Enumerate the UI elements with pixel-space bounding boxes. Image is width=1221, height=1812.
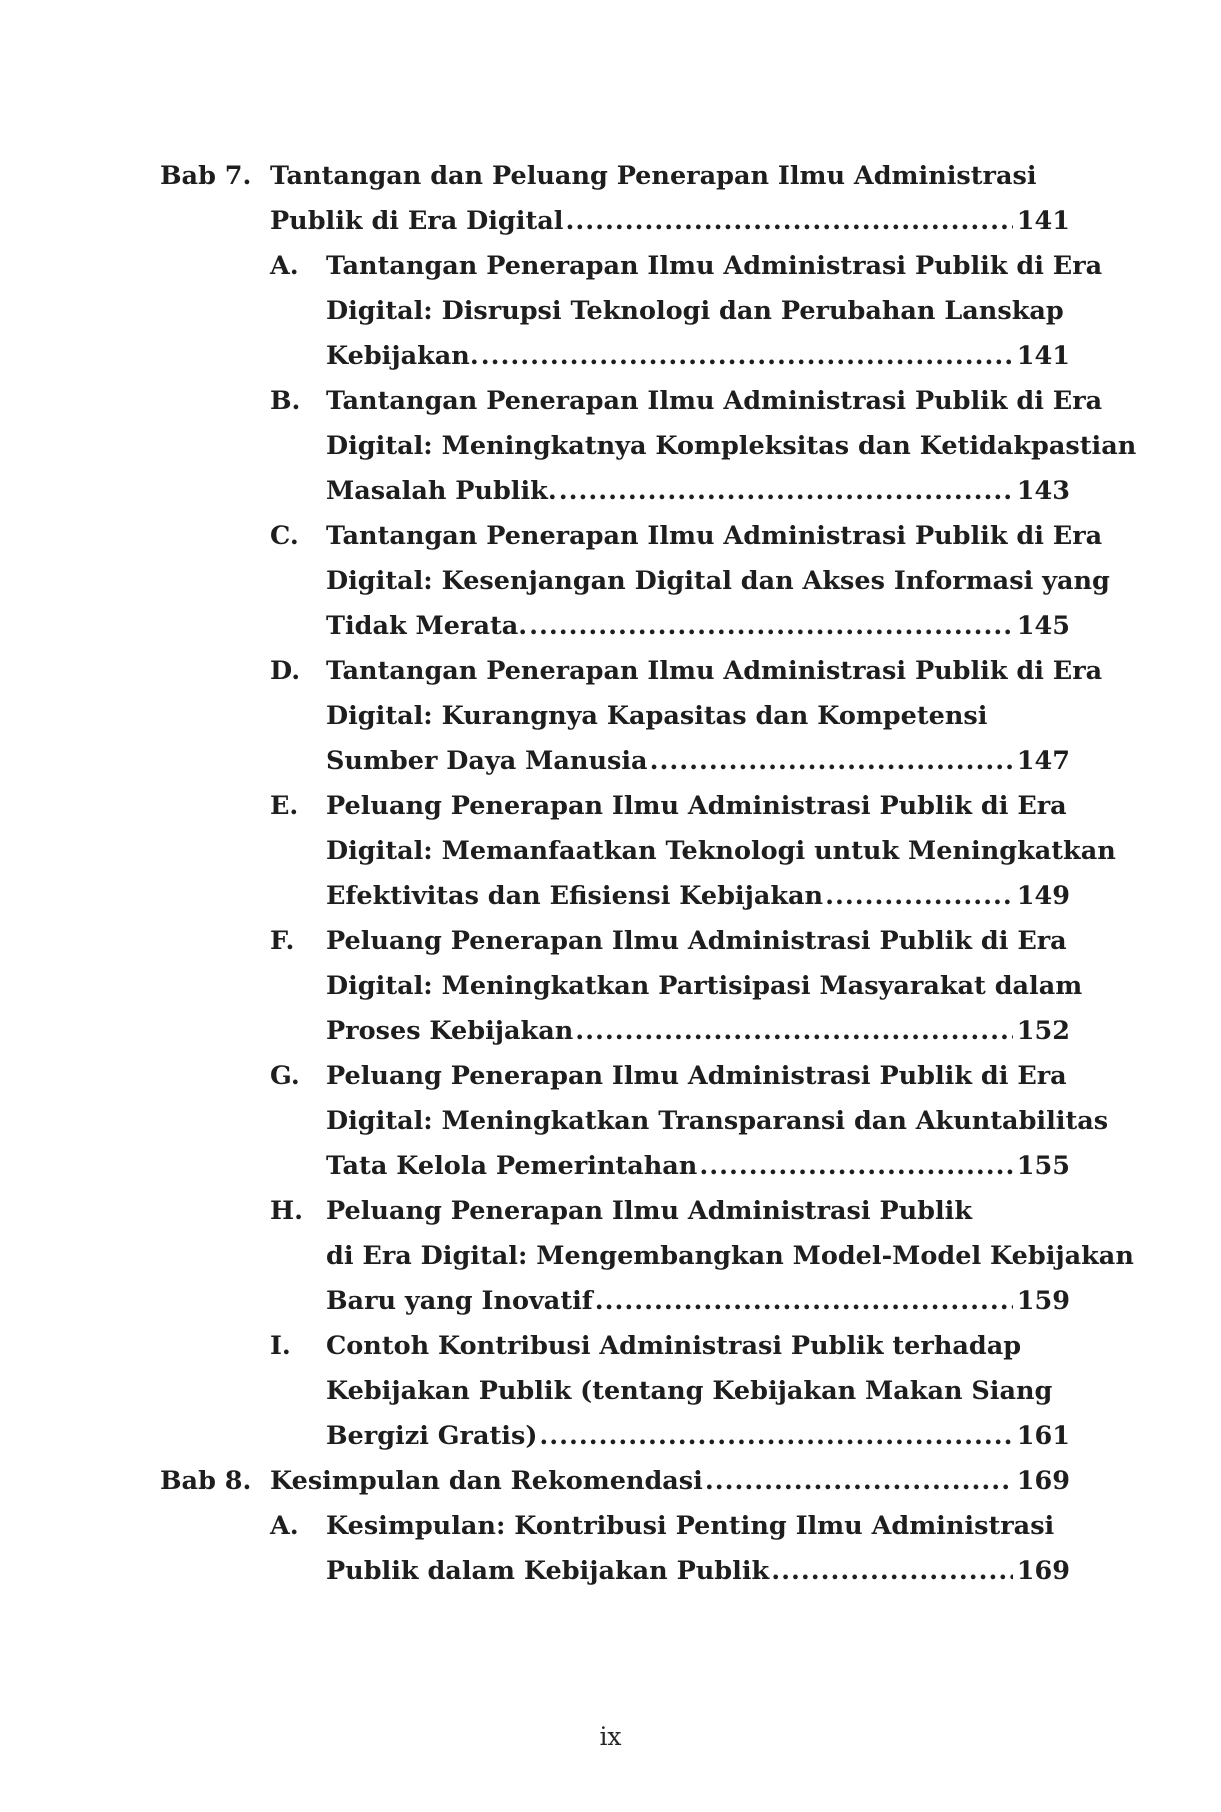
section-title-line [160,334,1070,379]
section-page-number: 149 [1016,881,1070,911]
section-letter: C. [270,521,299,551]
section-title-text: Proses Kebijakan [326,1016,574,1046]
section-title-text: Kebijakan. [326,341,479,371]
section-title-text: Tantangan Penerapan Ilmu Administrasi Publik di Era [326,521,1103,551]
dot-leader [595,1279,1013,1324]
toc-section [160,919,1083,1054]
section-title-line [160,379,1103,424]
section-page-number: 155 [1016,1151,1070,1181]
dot-leader [825,874,1013,919]
section-title-line [160,604,1070,649]
section-title-text: Kesimpulan: Kontribusi Penting Ilmu Administrasi [326,1511,1055,1541]
section-title-text: Peluang Penerapan Ilmu Administrasi Publik [326,1196,973,1226]
section-title-line [160,1099,1109,1144]
section-title-line [160,559,1110,604]
toc-chapter [160,154,1137,1459]
chapter-page-number: 169 [1016,1466,1070,1496]
section-title-line [160,289,1070,334]
section-title-text: Digital: Meningkatkan Transparansi dan Akuntabilitas [326,1106,1109,1136]
section-title-text: Contoh Kontribusi Administrasi Publik terhadap [326,1331,1022,1361]
section-title-line [160,694,1070,739]
section-page-number: 169 [1016,1556,1070,1586]
section-title-text: Baru yang Inovatif [326,1286,593,1316]
section-page-number: 145 [1016,611,1070,641]
section-title-line [160,1234,1134,1279]
section-title-text: Peluang Penerapan Ilmu Administrasi Publik di Era [326,1061,1067,1091]
section-title-line [160,1279,1070,1324]
dot-leader [529,604,1013,649]
chapter-title-line [160,154,1070,199]
section-page-number: 159 [1016,1286,1070,1316]
section-title-line [160,1504,1070,1549]
section-page-number: 161 [1016,1421,1070,1451]
section-title-text: Tantangan Penerapan Ilmu Administrasi Publik di Era [326,656,1103,686]
dot-leader [539,1414,1012,1459]
toc-chapter [160,1459,1070,1594]
toc-section [160,1054,1109,1189]
section-title-text: Bergizi Gratis) [326,1421,538,1451]
section-title-text: Digital: Kesenjangan Digital dan Akses Informasi yang [326,566,1110,596]
section-title-text: Digital: Meningkatkan Partisipasi Masyarakat dalam [326,971,1083,1001]
dot-leader [575,1009,1013,1054]
page-number: ix [599,1722,622,1751]
section-title-text: Peluang Penerapan Ilmu Administrasi Publik di Era [326,926,1067,956]
section-title-text: Tantangan Penerapan Ilmu Administrasi Publik di Era [326,251,1103,281]
section-title-text: Digital: Meningkatnya Kompleksitas dan Ketidakpastian [326,431,1137,461]
section-page-number: 141 [1016,341,1070,371]
table-of-contents [160,154,1137,1594]
section-page-number: 152 [1016,1016,1070,1046]
dot-leader [705,1459,1013,1504]
section-title-text: Digital: Memanfaatkan Teknologi untuk Meningkatkan [326,836,1116,866]
toc-section [160,649,1103,784]
section-page-number: 147 [1016,746,1070,776]
section-title-line [160,964,1083,1009]
section-title-text: di Era Digital: Mengembangkan Model-Model Kebijakan [326,1241,1134,1271]
section-title-line [160,244,1103,289]
chapter-number: Bab 8. [160,1466,252,1496]
section-title-line [160,1144,1070,1189]
section-letter: E. [270,791,299,821]
section-title-text: Tidak Merata. [326,611,528,641]
section-title-text: Digital: Disrupsi Teknologi dan Perubahan Lanskap [326,296,1064,326]
toc-section [160,784,1116,919]
section-title-text: Efektivitas dan Efisiensi Kebijakan [326,881,824,911]
chapter-page-number: 141 [1016,206,1070,236]
section-title-text: Tantangan Penerapan Ilmu Administrasi Publik di Era [326,386,1103,416]
chapter-number: Bab 7. [160,161,252,191]
chapter-title-text: Kesimpulan dan Rekomendasi [270,1466,703,1496]
section-title-text: Sumber Daya Manusia [326,746,648,776]
toc-section [160,379,1137,514]
section-title-line [160,829,1116,874]
toc-section [160,1189,1134,1324]
section-letter: A. [270,251,299,281]
chapter-title-line [160,1459,1070,1504]
section-letter: H. [270,1196,303,1226]
section-title-line [160,424,1137,469]
dot-leader [699,1144,1012,1189]
section-title-line [160,649,1103,694]
section-letter: I. [270,1331,291,1361]
chapter-title-text: Tantangan dan Peluang Penerapan Ilmu Administrasi [270,161,1037,191]
section-letter: G. [270,1061,300,1091]
section-title-text: Peluang Penerapan Ilmu Administrasi Publik di Era [326,791,1067,821]
section-title-line [160,784,1070,829]
dot-leader [481,334,1013,379]
dot-leader [650,739,1013,784]
toc-section [160,514,1110,649]
toc-section [160,1324,1070,1459]
section-title-line [160,1009,1070,1054]
section-title-line [160,514,1103,559]
toc-section [160,1504,1070,1594]
dot-leader [771,1549,1013,1594]
section-title-line [160,1189,1070,1234]
section-title-line [160,1369,1070,1414]
chapter-title-text: Publik di Era Digital [270,206,564,236]
section-title-line [160,739,1070,784]
toc-section [160,244,1103,379]
dot-leader [559,469,1013,514]
section-title-line [160,1054,1070,1099]
section-title-line [160,469,1070,514]
section-title-text: Tata Kelola Pemerintahan [326,1151,698,1181]
section-letter: F. [270,926,295,956]
section-page-number: 143 [1016,476,1070,506]
section-title-text: Digital: Kurangnya Kapasitas dan Kompetensi [326,701,988,731]
section-title-text: Masalah Publik. [326,476,557,506]
section-title-line [160,919,1070,964]
section-title-line [160,1324,1070,1369]
section-title-text: Kebijakan Publik (tentang Kebijakan Makan Siang [326,1376,1053,1406]
section-title-line [160,1549,1070,1594]
section-letter: A. [270,1511,299,1541]
dot-leader [565,199,1012,244]
section-letter: B. [270,386,301,416]
section-title-text: Publik dalam Kebijakan Publik [326,1556,770,1586]
section-title-line [160,1414,1070,1459]
section-letter: D. [270,656,301,686]
section-title-line [160,874,1070,919]
chapter-title-line [160,199,1070,244]
